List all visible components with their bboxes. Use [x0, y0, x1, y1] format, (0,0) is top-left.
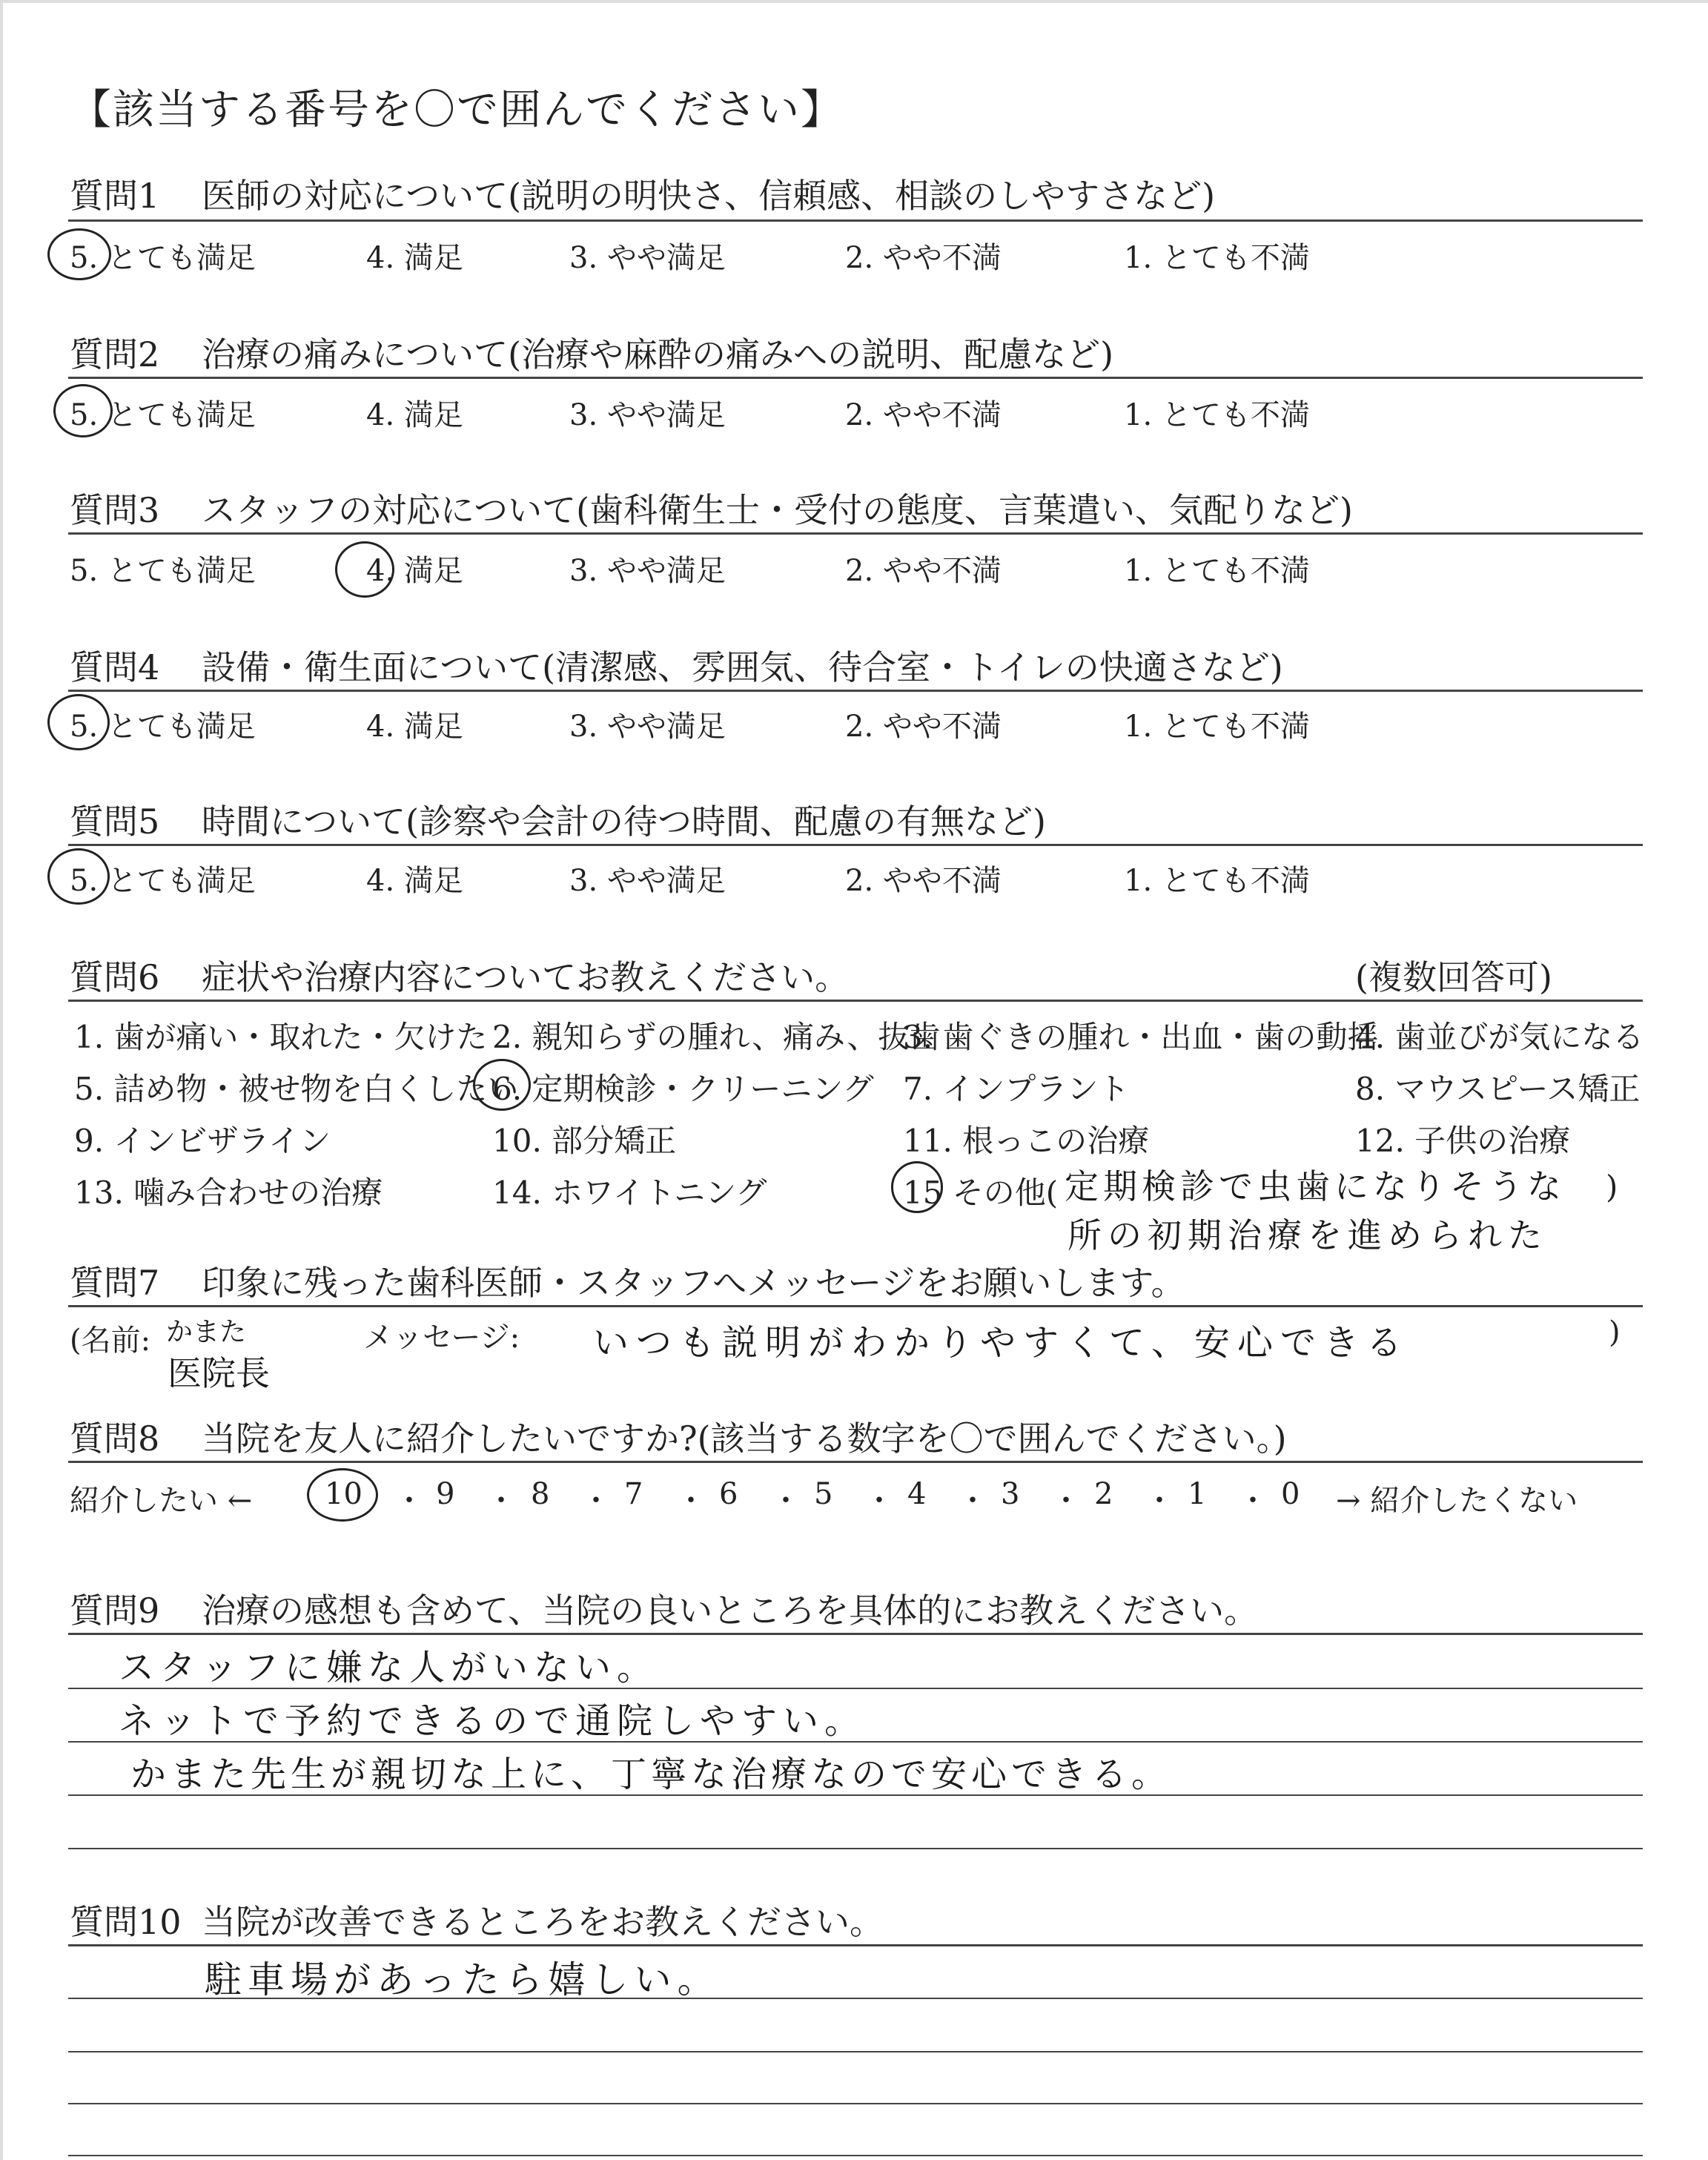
q6-item-5[interactable]: 5. 詰め物・被せ物を白くしたい: [74, 1071, 519, 1107]
q6-item-7[interactable]: 7. インプラント: [903, 1071, 1130, 1107]
q8-selection-circle: [307, 1468, 378, 1522]
q1-option-3[interactable]: 3. やや満足: [569, 241, 726, 275]
q5-rule: [68, 844, 1643, 846]
q8-score-1[interactable]: 1: [1188, 1477, 1207, 1511]
q10-label: 質問10: [70, 1902, 182, 1942]
q8-score-3[interactable]: 3: [1001, 1477, 1020, 1511]
q6-item-14[interactable]: 14. ホワイトニング: [492, 1175, 767, 1211]
q7-text: 印象に残った歯科医師・スタッフへメッセージをお願いします。: [202, 1263, 1185, 1303]
q4-label: 質問4: [70, 647, 160, 687]
q8-dot: ・: [676, 1484, 706, 1518]
q4-selection-circle: [47, 694, 110, 750]
q3-option-1[interactable]: 1. とても不満: [1124, 554, 1310, 588]
q8-left-label: 紹介したい ←: [70, 1484, 253, 1518]
q1-option-5[interactable]: 5. とても満足: [70, 241, 256, 275]
q6-item-9[interactable]: 9. インビザライン: [74, 1123, 331, 1159]
q6-item-3[interactable]: 3. 歯ぐきの腫れ・出血・歯の動揺: [903, 1019, 1379, 1055]
q5-option-4[interactable]: 4. 満足: [366, 864, 463, 898]
q8-dot: ・: [394, 1484, 424, 1518]
q4-text: 設備・衛生面について(清潔感、雰囲気、待合室・トイレの快適さなど): [202, 647, 1283, 687]
q6-other-answer-2: 所の初期治療を進められた: [1068, 1215, 1548, 1255]
q6-item-12[interactable]: 12. 子供の治療: [1355, 1123, 1571, 1159]
q6-rule: [68, 1000, 1643, 1002]
q3-option-4[interactable]: 4. 満足: [366, 554, 463, 588]
q8-dot: ・: [486, 1484, 516, 1518]
q8-dot: ・: [1051, 1484, 1081, 1518]
q1-option-4[interactable]: 4. 満足: [366, 241, 463, 275]
q9-answer-2[interactable]: ネットで予約できるので通院しやすい。: [119, 1700, 867, 1742]
q4-option-5[interactable]: 5. とても満足: [70, 710, 256, 744]
q7-message-value[interactable]: いつも説明がわかりやすくて、安心できる: [593, 1322, 1410, 1364]
q8-score-2[interactable]: 2: [1094, 1477, 1113, 1511]
q8-right-label: → 紹介したくない: [1336, 1484, 1578, 1518]
q3-selection-circle: [335, 541, 394, 598]
q6-selection-circle-15: [891, 1161, 943, 1213]
q5-option-3[interactable]: 3. やや満足: [569, 864, 726, 898]
form-title: 【該当する番号を〇で囲んでください】: [70, 86, 844, 134]
q10-rule-3: [68, 2103, 1643, 2104]
q5-text: 時間について(診察や会計の待つ時間、配慮の有無など): [202, 802, 1046, 842]
q5-selection-circle: [47, 848, 110, 905]
q4-option-4[interactable]: 4. 満足: [366, 710, 463, 744]
q8-dot: ・: [1145, 1484, 1174, 1518]
q7-rule: [68, 1305, 1643, 1307]
q2-option-1[interactable]: 1. とても不満: [1124, 398, 1310, 432]
q1-label: 質問1: [70, 176, 160, 216]
q5-option-2[interactable]: 2. やや不満: [845, 864, 1002, 898]
q2-label: 質問2: [70, 334, 160, 374]
q9-rule-0: [68, 1633, 1643, 1635]
q6-item-13[interactable]: 13. 噛み合わせの治療: [74, 1175, 383, 1211]
q2-option-3[interactable]: 3. やや満足: [569, 398, 726, 432]
q8-dot: ・: [771, 1484, 801, 1518]
q4-option-2[interactable]: 2. やや不満: [845, 710, 1002, 744]
q6-item-10[interactable]: 10. 部分矯正: [492, 1123, 677, 1159]
q8-dot: ・: [1238, 1484, 1268, 1518]
q9-text: 治療の感想も含めて、当院の良いところを具体的にお教えください。: [202, 1591, 1259, 1631]
q4-option-3[interactable]: 3. やや満足: [569, 710, 726, 744]
q9-answer-3[interactable]: かまた先生が親切な上に、丁寧な治療なので安心できる。: [130, 1754, 1172, 1795]
q6-item-11[interactable]: 11. 根っこの治療: [903, 1123, 1150, 1159]
q1-text: 医師の対応について(説明の明快さ、信頼感、相談のしやすさなど): [202, 176, 1216, 216]
q4-option-1[interactable]: 1. とても不満: [1124, 710, 1310, 744]
q6-other-close: ): [1606, 1169, 1618, 1205]
q8-score-0[interactable]: 0: [1281, 1477, 1300, 1511]
q8-dot: ・: [958, 1484, 987, 1518]
q7-label: 質問7: [70, 1263, 160, 1303]
q3-text: スタッフの対応について(歯科衛生士・受付の態度、言葉遣い、気配りなど): [202, 490, 1353, 530]
q10-rule-0: [68, 1944, 1643, 1946]
q6-item-8[interactable]: 8. マウスピース矯正: [1355, 1071, 1641, 1107]
q3-option-5[interactable]: 5. とても満足: [70, 554, 256, 588]
q2-option-5[interactable]: 5. とても満足: [70, 398, 256, 432]
q3-option-2[interactable]: 2. やや不満: [845, 554, 1002, 588]
q8-score-9[interactable]: 9: [436, 1477, 455, 1511]
q8-score-8[interactable]: 8: [531, 1477, 550, 1511]
q6-text: 症状や治療内容についてお教えください。: [202, 957, 850, 997]
q6-item-2[interactable]: 2. 親知らずの腫れ、痛み、抜歯: [492, 1019, 941, 1055]
q6-item-6[interactable]: 6. 定期検診・クリーニング: [492, 1071, 874, 1107]
q1-selection-circle: [47, 228, 111, 280]
q8-score-4[interactable]: 4: [907, 1477, 927, 1511]
q1-option-2[interactable]: 2. やや不満: [845, 241, 1002, 275]
q9-label: 質問9: [70, 1591, 160, 1631]
q7-name-value-2: 医院長: [168, 1353, 270, 1393]
q2-option-4[interactable]: 4. 満足: [366, 398, 463, 432]
q2-selection-circle: [53, 384, 113, 437]
q8-rule: [68, 1461, 1643, 1463]
q10-rule-2: [68, 2051, 1643, 2052]
q2-text: 治療の痛みについて(治療や麻酔の痛みへの説明、配慮など): [202, 334, 1114, 374]
q5-option-1[interactable]: 1. とても不満: [1124, 864, 1310, 898]
q8-dot: ・: [581, 1484, 611, 1518]
q8-score-6[interactable]: 6: [719, 1477, 738, 1511]
q6-label: 質問6: [70, 957, 160, 997]
q6-item-4[interactable]: 4. 歯並びが気になる: [1355, 1019, 1644, 1055]
q7-message-label: メッセージ:: [363, 1321, 520, 1355]
q8-dot: ・: [864, 1484, 894, 1518]
q8-score-5[interactable]: 5: [814, 1477, 833, 1511]
q8-label: 質問8: [70, 1418, 160, 1459]
q10-answer-1[interactable]: 駐車場があったら嬉しい。: [205, 1958, 721, 2001]
q5-option-5[interactable]: 5. とても満足: [70, 864, 256, 898]
scan-edge-left: [0, 0, 3, 2160]
q1-option-1[interactable]: 1. とても不満: [1124, 241, 1310, 275]
q5-label: 質問5: [70, 802, 160, 842]
q2-rule: [68, 377, 1643, 379]
q8-score-10[interactable]: 10: [325, 1477, 363, 1511]
q8-text: 当院を友人に紹介したいですか?(該当する数字を〇で囲んでください。): [202, 1418, 1287, 1459]
q9-answer-1[interactable]: スタッフに嫌な人がいない。: [119, 1647, 659, 1688]
q2-option-2[interactable]: 2. やや不満: [845, 398, 1002, 432]
q3-rule: [68, 532, 1643, 535]
q6-item-1[interactable]: 1. 歯が痛い・取れた・欠けた: [74, 1019, 488, 1055]
q10-rule-4: [68, 2155, 1643, 2156]
q6-item-15[interactable]: 15 その他(: [903, 1175, 1059, 1211]
q6-note: (複数回答可): [1355, 957, 1552, 997]
q3-label: 質問3: [70, 490, 160, 530]
q6-other-answer-1: 定期検診で虫歯になりそうな: [1065, 1166, 1566, 1206]
q10-text: 当院が改善できるところをお教えください。: [202, 1902, 884, 1942]
q3-option-3[interactable]: 3. やや満足: [569, 554, 726, 588]
scan-edge-top: [0, 0, 1708, 3]
q7-name-value-1: かまた: [166, 1317, 247, 1347]
q1-rule: [68, 219, 1643, 222]
q4-rule: [68, 690, 1643, 692]
q6-selection-circle-6: [473, 1059, 531, 1111]
q9-rule-4: [68, 1848, 1643, 1849]
q7-close: ): [1609, 1315, 1621, 1350]
q8-score-7[interactable]: 7: [624, 1477, 643, 1511]
q7-name-label: (名前:: [70, 1324, 151, 1358]
